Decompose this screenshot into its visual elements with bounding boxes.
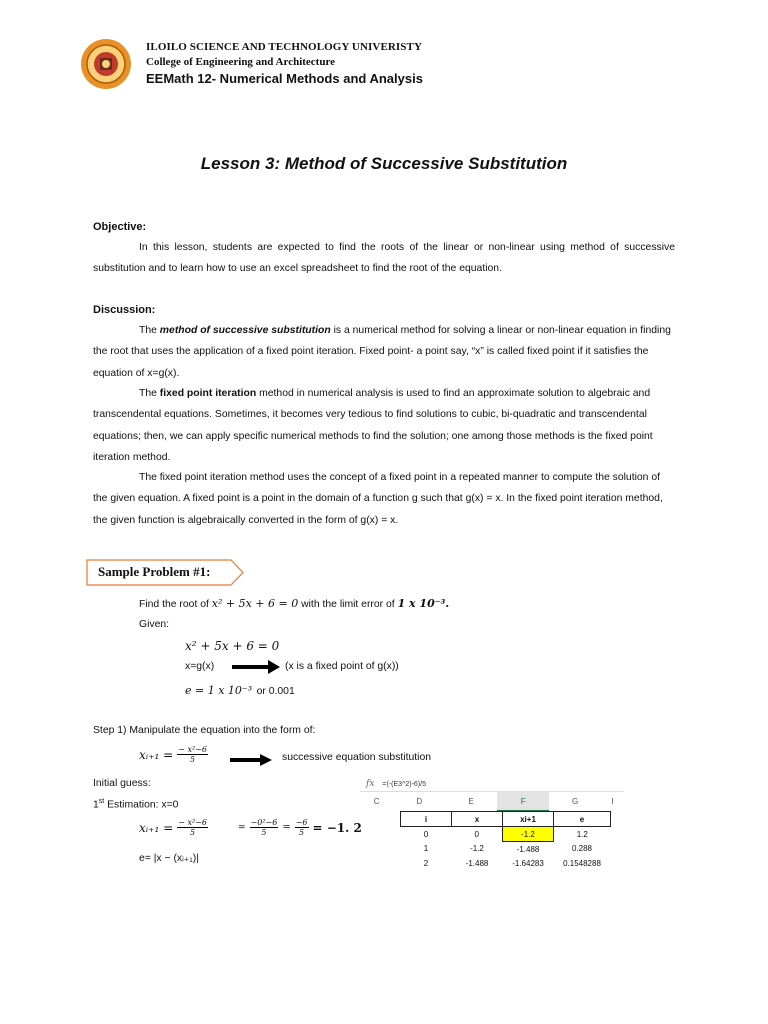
error-formula: e= |x − (xᵢ₊₁)| bbox=[139, 853, 199, 864]
discussion-paragraph-2: The fixed point iteration method in numerical analysis is used to find an approximate solution to algebraic and transcendental equations. Sometimes, it becomes very tedious to find solutions to cubic, bi-quadratic and transcendental equations; then, we can apply specific numerical methods to find the solution; one among those methods is the fixed point iteration method. bbox=[93, 388, 653, 463]
column-header[interactable]: E bbox=[468, 796, 474, 806]
table-row bbox=[401, 842, 611, 857]
discussion-paragraph-3: The fixed point iteration method uses the concept of a fixed point in a repeated manner to compute the solution of the given equation. A fixed point is a point in the domain of a function g such that g(x) = x. In the fixed point iteration method, the given function is algebraically converted in the form of g(x) = x. bbox=[93, 472, 663, 526]
term-successive-substitution: method of successive substitution bbox=[159, 325, 331, 336]
formula-icon: fx bbox=[366, 779, 375, 789]
cell[interactable]: -1.2 bbox=[470, 844, 484, 854]
cell[interactable]: 1 bbox=[423, 844, 429, 854]
selected-cell[interactable]: -1.2 bbox=[503, 827, 554, 842]
college-name: College of Engineering and Architecture bbox=[146, 56, 336, 68]
column-header[interactable]: C bbox=[373, 796, 380, 806]
cell[interactable]: -1.488 bbox=[465, 858, 489, 868]
cell[interactable]: 0.288 bbox=[571, 844, 593, 854]
table-row bbox=[401, 856, 611, 870]
successive-note: successive equation substitution bbox=[282, 752, 432, 763]
lesson-title: Lesson 3: Method of Successive Substitution bbox=[200, 154, 568, 173]
error-definition: e = 1 x 10⁻³ or 0.001 bbox=[185, 684, 295, 697]
given-equation: x² + 5x + 6 = 0 bbox=[185, 639, 280, 653]
sample-problem-label: Sample Problem #1: bbox=[98, 564, 211, 579]
header-cell[interactable]: i bbox=[401, 812, 452, 827]
cell[interactable]: 2 bbox=[423, 858, 429, 868]
limit-error: 1 x 10⁻³. bbox=[397, 597, 450, 610]
arrow-right-icon bbox=[232, 660, 280, 679]
discussion-heading: Discussion: bbox=[93, 304, 156, 316]
column-header[interactable]: G bbox=[571, 796, 579, 806]
cell[interactable]: 1.2 bbox=[576, 829, 588, 839]
fixed-point-note: (x is a fixed point of g(x)) bbox=[285, 661, 399, 672]
cell[interactable]: -1.64283 bbox=[512, 858, 544, 868]
discussion-paragraph-1: The method of successive substitution is a numerical method for solving a linear or non-linear equation in finding the root that uses the application of a fixed point iteration. Fixed point- a point say, “x” is called fixed point if it satisfies the equation of x=g(x). bbox=[93, 325, 671, 379]
objective-heading: Objective: bbox=[93, 221, 147, 233]
course-title: EEMath 12- Numerical Methods and Analysis bbox=[146, 71, 423, 86]
header-cell[interactable]: x bbox=[452, 812, 503, 827]
header-cell[interactable]: e bbox=[554, 812, 611, 827]
term-fixed-point-iteration: fixed point iteration bbox=[159, 388, 257, 399]
formula-bar[interactable]: =(-(E3^2)-6)/5 bbox=[382, 780, 426, 788]
university-name: ILOILO SCIENCE AND TECHNOLOGY UNIVERISTY bbox=[146, 41, 423, 53]
column-header[interactable]: D bbox=[416, 796, 423, 806]
objective-text: In this lesson, students are expected to find the roots of the linear or non-linear using method of successive substitution and to learn how to use an excel spreadsheet to find the root of the equation. bbox=[93, 242, 675, 275]
step1-text: Step 1) Manipulate the equation into the form of: bbox=[93, 725, 316, 736]
column-header[interactable]: F bbox=[497, 792, 549, 811]
arrow-right-icon bbox=[230, 753, 272, 771]
quadratic-equation: x² + 5x + 6 = 0 bbox=[211, 597, 299, 610]
sample-problem-label-box bbox=[86, 559, 236, 585]
column-header[interactable]: I bbox=[611, 796, 614, 806]
x-equals-gx: x=g(x) bbox=[185, 661, 215, 672]
find-root-line: Find the root of x² + 5x + 6 = 0 with the limit error of 1 x 10⁻³. bbox=[139, 597, 450, 610]
data-table bbox=[400, 811, 611, 870]
cell[interactable]: 0 bbox=[423, 829, 429, 839]
table-row bbox=[401, 827, 611, 842]
university-logo bbox=[80, 38, 132, 90]
initial-guess: Initial guess: bbox=[93, 778, 151, 789]
header-cell[interactable]: xi+1 bbox=[503, 812, 554, 827]
table-header-row bbox=[401, 812, 611, 827]
estimation-calculation: xᵢ₊₁ = $\frac{\text{− x²−6}}{5}$ = $\frac{\text{−0²−6}}{5}$ = $\frac{-6}{5}$ = −1. 2 bbox=[139, 818, 362, 837]
cell[interactable]: 0 bbox=[474, 829, 479, 839]
column-headers bbox=[360, 792, 624, 811]
cell[interactable]: -1.488 bbox=[516, 844, 540, 854]
spreadsheet-snippet bbox=[360, 777, 624, 877]
cell[interactable]: 0.1548288 bbox=[563, 858, 601, 868]
given-label: Given: bbox=[139, 619, 170, 630]
iteration-formula: xᵢ₊₁ = $\frac{\text{− x²−6}}{5}$ bbox=[139, 745, 207, 764]
first-estimation: 1st Estimation: x=0 bbox=[93, 798, 179, 811]
